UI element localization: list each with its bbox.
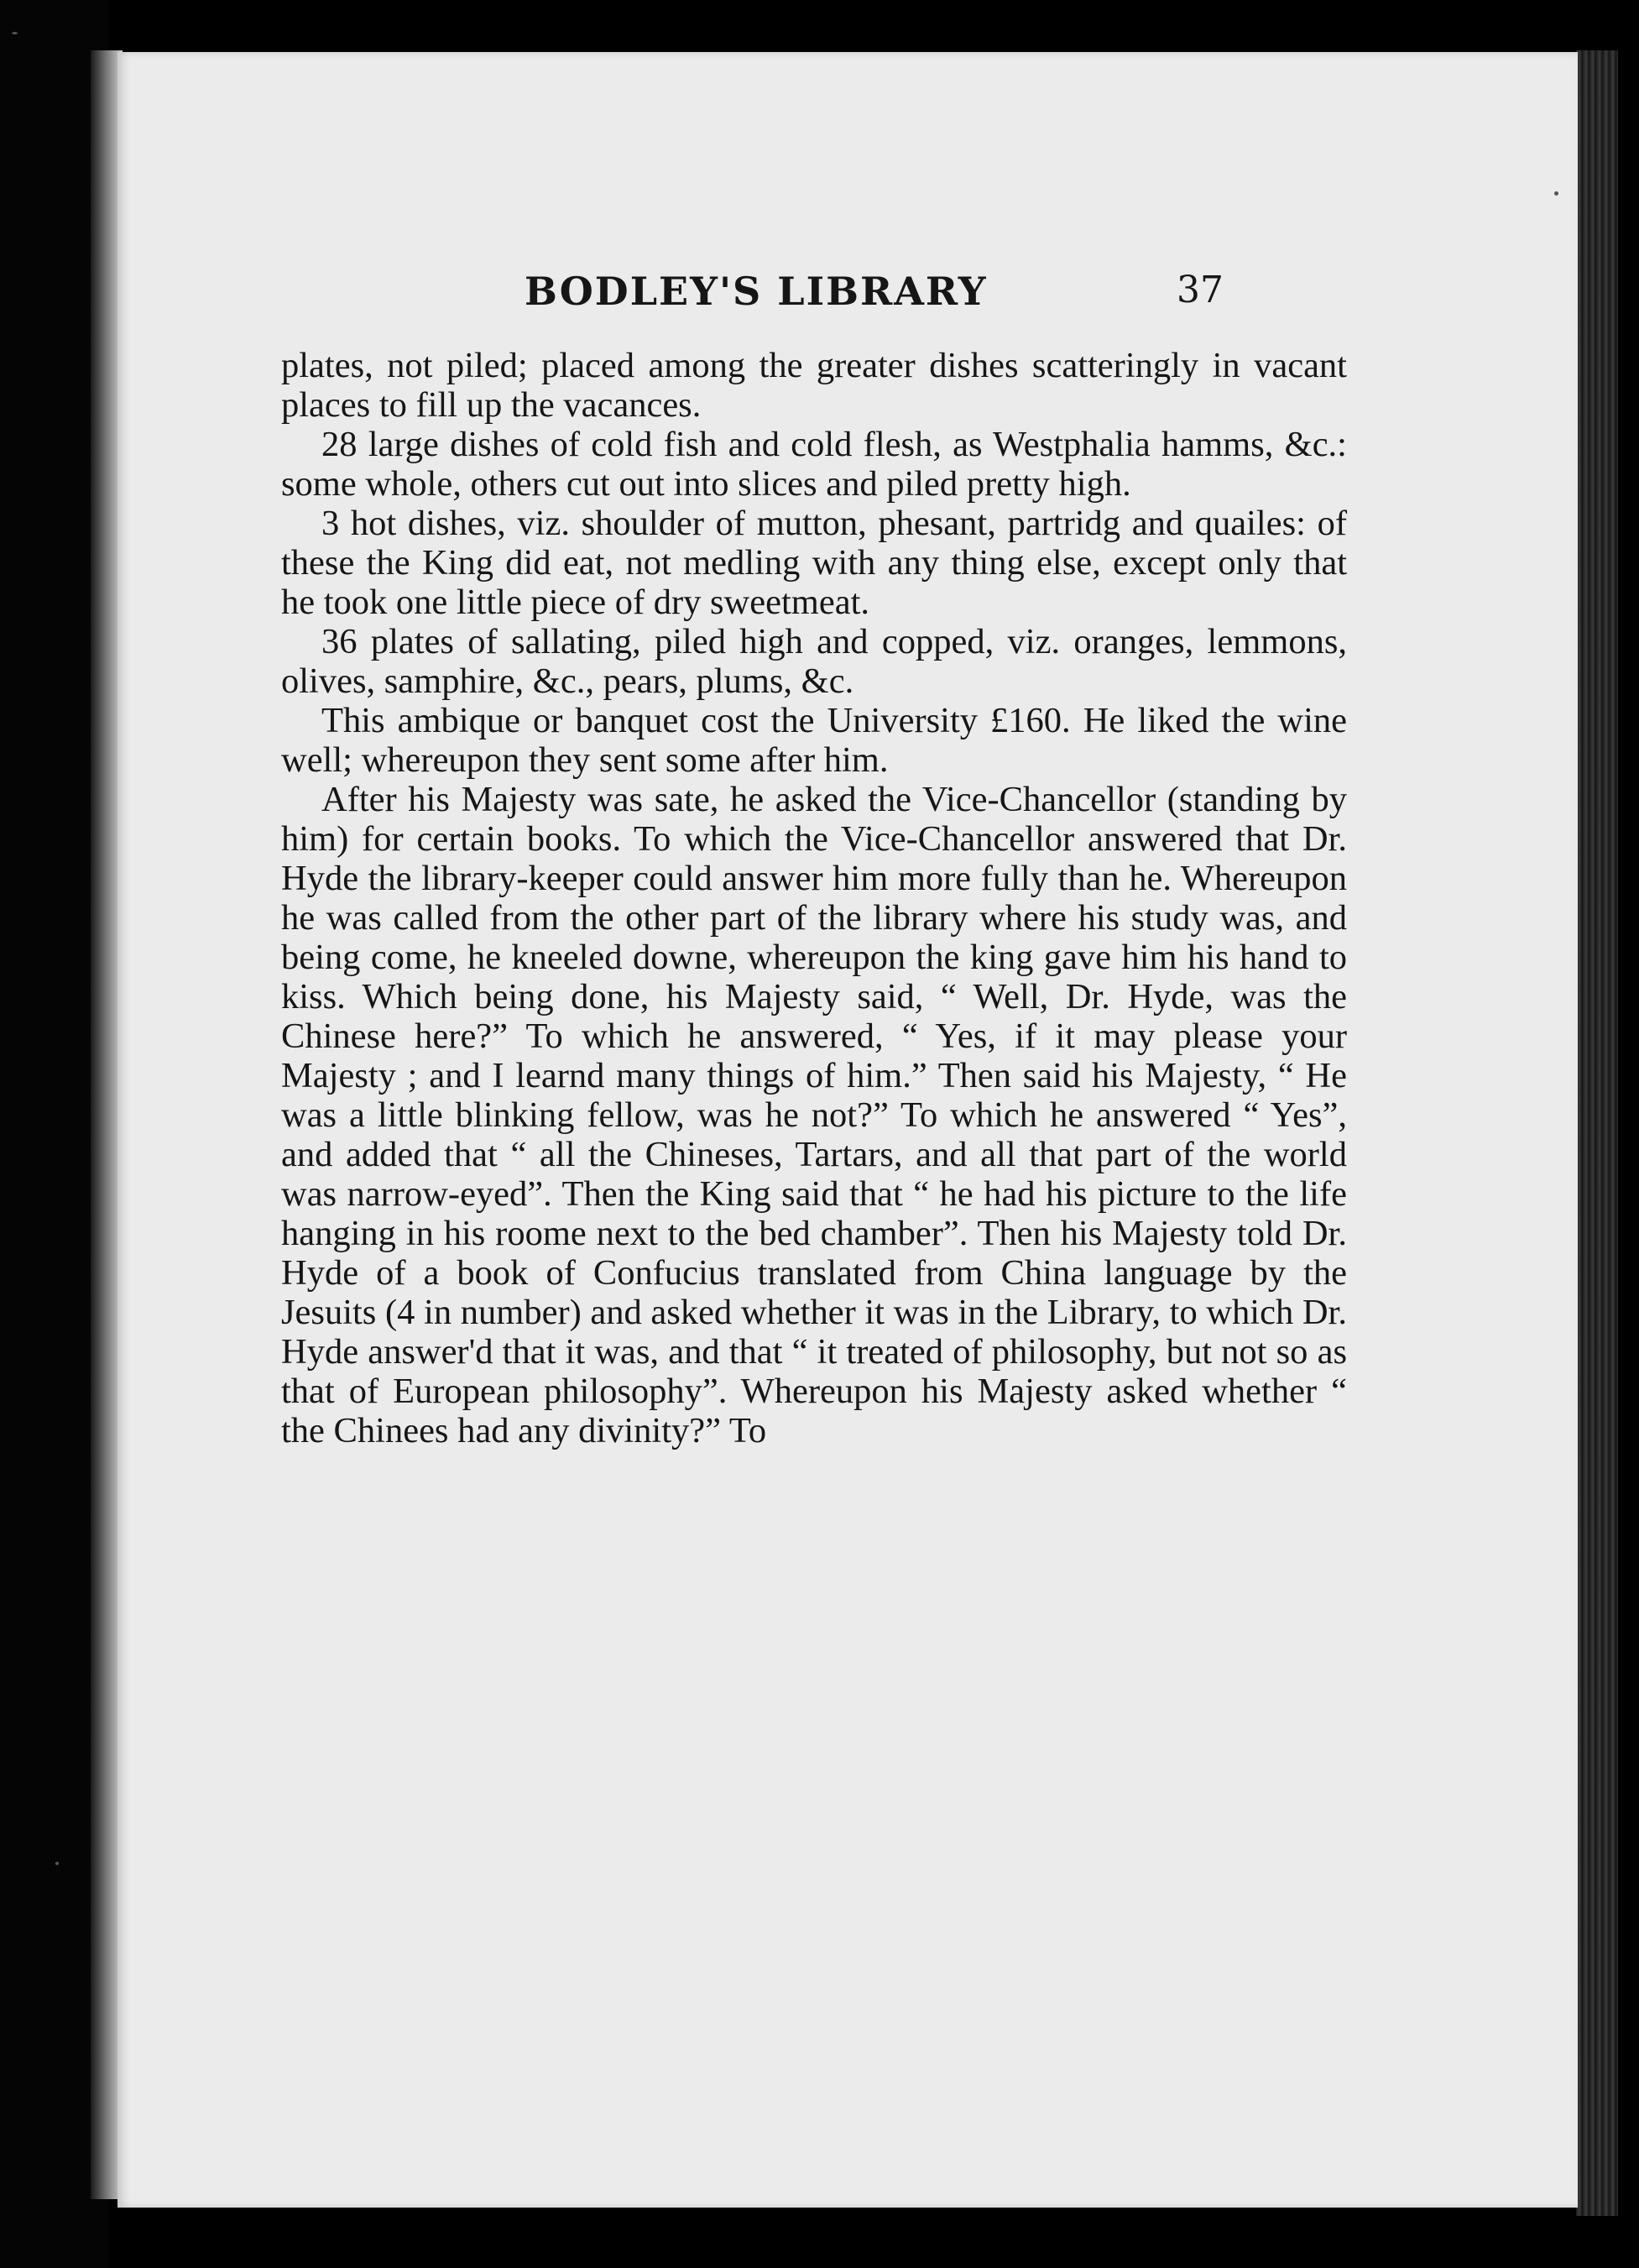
running-head: BODLEY'S LIBRARY (525, 269, 988, 314)
scan-speck (12, 32, 18, 34)
paragraph: 36 plates of sallating, piled high and copped, viz. oranges, lemmons, olives, samphire, &c., pears, plums, &c. (281, 622, 1347, 701)
page-header (117, 269, 1578, 327)
paragraph: 28 large dishes of cold fish and cold flesh, as Westphalia hamms, &c.: some whole, others cut out into slices and piled pretty high. (281, 425, 1347, 504)
scan-speck (55, 1862, 59, 1865)
page-stack-edge (1576, 50, 1618, 2216)
paragraph: plates, not piled; placed among the greater dishes scatteringly in vacant places to fill up the vacances. (281, 346, 1347, 425)
paragraph: This ambique or banquet cost the University £160. He liked the wine well; whereupon they sent some after him. (281, 701, 1347, 780)
paragraph: After his Majesty was sate, he asked the Vice-Chancellor (standing by him) for certain books. To which the Vice-Chancellor answered that Dr. Hyde the library-keeper could answer him more fully than he. Whereupon he was called from the other part of the library where his study was, and being come, he kneeled downe, whereupon the king gave him his hand to kiss. Which being done, his Majesty said, “ Well, Dr. Hyde, was the Chinese here?” To which he answered, “ Yes, if it may please your Majesty ; and I learnd many things of him.” Then said his Majesty, “ He was a little blinking fellow, was he not?” To which he answered “ Yes”, and added that “ all the Chineses, Tartars, and all that part of the world was narrow-eyed”. Then the King said that “ he had his picture to the life hanging in his roome next to the bed chamber”. Then his Majesty told Dr. Hyde of a book of Confucius translated from China language by the Jesuits (4 in number) and asked whether it was in the Library, to which Dr. Hyde answer'd that it was, and that “ it treated of philosophy, but not so as that of European philosophy”. Whereupon his Majesty asked whether “ the Chinees had any divinity?” To (281, 780, 1347, 1450)
book-page (117, 52, 1578, 2208)
page-number: 37 (1177, 269, 1224, 311)
body-text (281, 346, 1347, 1450)
paragraph: 3 hot dishes, viz. shoulder of mutton, phesant, partridg and quailes: of these the King did eat, not medling with any thing else, except only that he took one little piece of dry sweetmeat. (281, 504, 1347, 622)
scan-speck (1554, 191, 1558, 196)
